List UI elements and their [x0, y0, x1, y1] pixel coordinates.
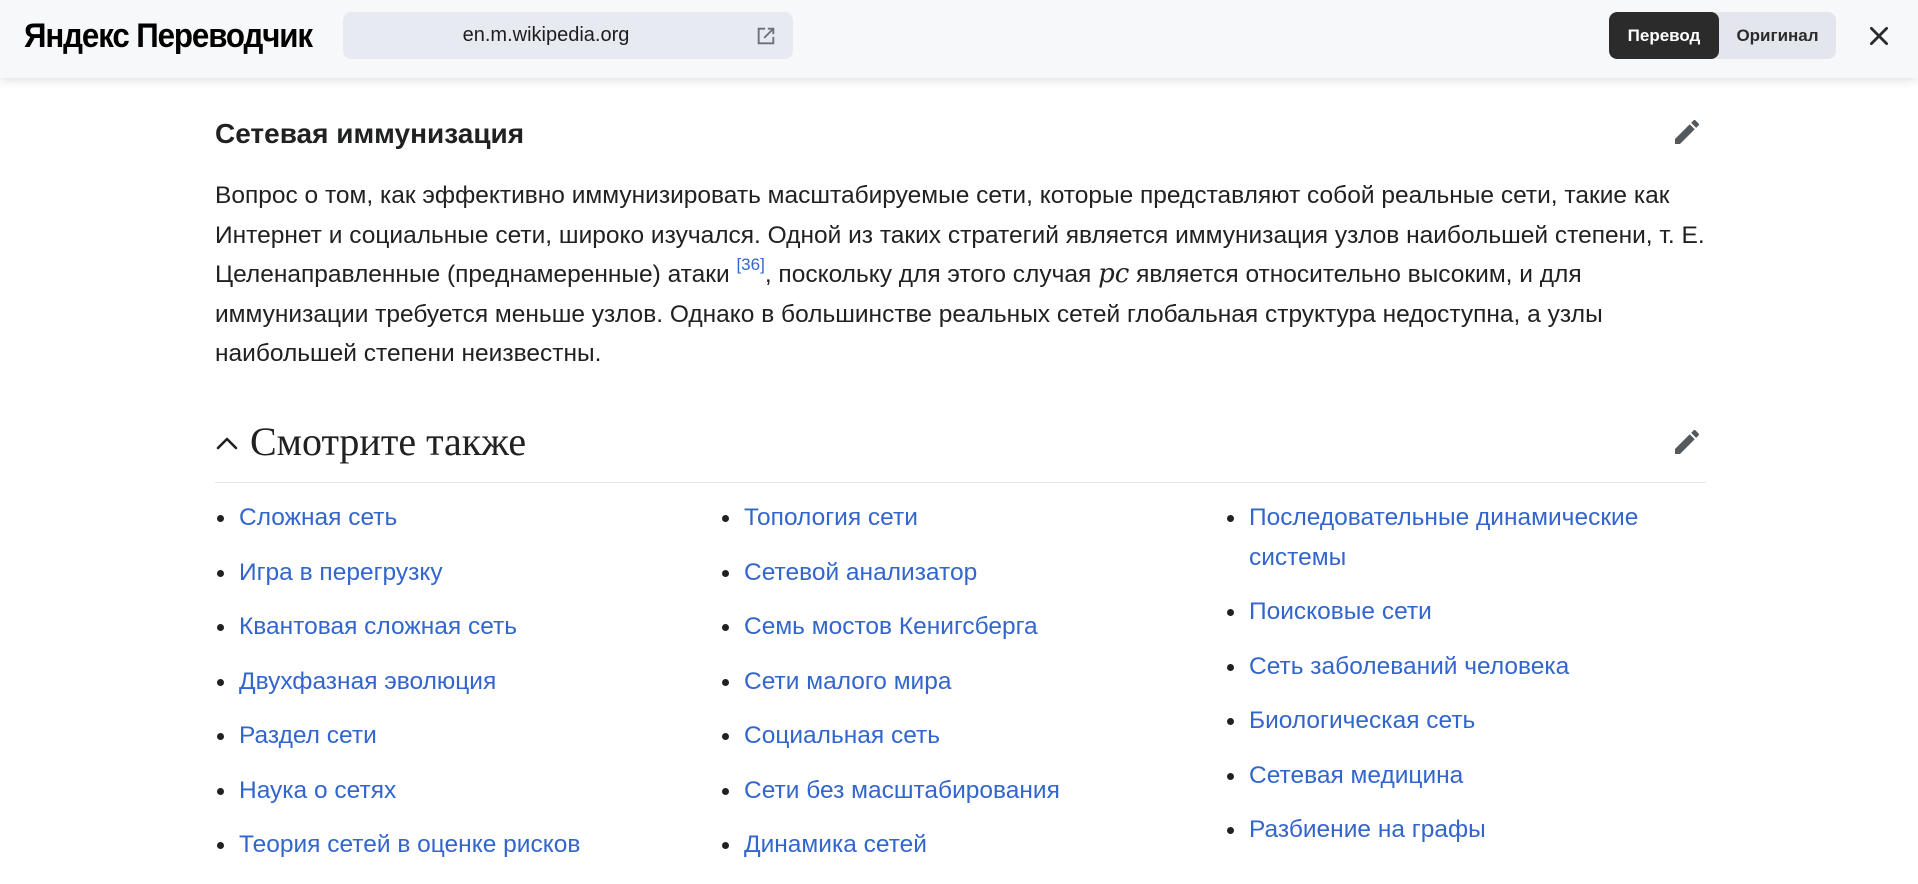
- link[interactable]: Социальная сеть: [744, 722, 940, 749]
- list-item[interactable]: [720, 825, 1200, 865]
- link[interactable]: Биологическая сеть: [1249, 707, 1476, 734]
- edit-pencil-icon[interactable]: [1671, 426, 1703, 458]
- link[interactable]: Сети малого мира: [744, 667, 952, 695]
- link[interactable]: Семь мостов Кенигсберга: [744, 613, 1038, 640]
- list-item[interactable]: [1225, 756, 1665, 796]
- list-item[interactable]: [215, 662, 695, 702]
- edit-pencil-icon[interactable]: [1671, 116, 1703, 148]
- list-item[interactable]: [215, 607, 695, 647]
- list-item[interactable]: [720, 553, 1200, 593]
- list-item[interactable]: [1225, 701, 1665, 741]
- link[interactable]: Раздел сети: [239, 722, 377, 749]
- list-item[interactable]: [215, 716, 695, 756]
- link[interactable]: Топология сети: [744, 504, 918, 531]
- list-item[interactable]: [215, 553, 695, 593]
- paragraph-text-2: , поскольку для этого случая: [764, 261, 1099, 288]
- list-item[interactable]: [215, 498, 695, 538]
- list-item[interactable]: [215, 825, 695, 865]
- url-text: en.m.wikipedia.org: [462, 24, 630, 46]
- link[interactable]: Сетевой анализатор: [744, 558, 978, 586]
- list-item[interactable]: [720, 771, 1200, 811]
- see-also-heading: Смотрите также: [250, 419, 527, 464]
- see-also-column-2: [720, 498, 1200, 880]
- chevron-up-icon[interactable]: [215, 431, 239, 455]
- link[interactable]: Наука о сетях: [239, 776, 397, 804]
- link[interactable]: Сети без масштабирования: [744, 776, 1060, 804]
- list-item[interactable]: [1225, 592, 1665, 632]
- url-field[interactable]: [343, 12, 793, 59]
- translator-toolbar: [0, 0, 1918, 78]
- immunization-paragraph: [215, 176, 1706, 374]
- paragraph-text-1: Вопрос о том, как эффективно иммунизировать масштабируемые сети, которые представляют собой реальные сети, такие как Интернет и социальные сети, широко изучался. Одной из таких стратегий является иммунизация узлов наибольшей степени, т. Е. Целенаправленные (преднамеренные) атаки: [215, 182, 1705, 288]
- link[interactable]: Квантовая сложная сеть: [239, 613, 518, 640]
- section-heading: Сетевая иммунизация: [215, 118, 525, 149]
- view-mode-toggle: [1609, 12, 1836, 59]
- link[interactable]: Теория сетей в оценке рисков: [239, 831, 581, 858]
- list-item[interactable]: [1225, 498, 1665, 577]
- link[interactable]: Сетевая медицина: [1249, 761, 1464, 789]
- math-pc: pc: [1098, 259, 1130, 289]
- translate-button[interactable]: Перевод: [1609, 12, 1719, 59]
- link[interactable]: Сеть заболеваний человека: [1249, 652, 1570, 680]
- paragraph-text-3: является относительно высоким, и для иммунизации требуется меньше узлов. Однако в большинстве реальных сетей глобальная структура недоступна, а узлы наибольшей степени неизвестны.: [215, 261, 1603, 367]
- link[interactable]: Двухфазная эволюция: [239, 667, 497, 695]
- list-item[interactable]: [720, 498, 1200, 538]
- see-also-column-1: [215, 498, 695, 880]
- list-item[interactable]: [1225, 647, 1665, 687]
- list-item[interactable]: [720, 662, 1200, 702]
- link[interactable]: Поисковые сети: [1249, 598, 1432, 625]
- list-item[interactable]: [720, 607, 1200, 647]
- link[interactable]: Разбиение на графы: [1249, 816, 1486, 843]
- link[interactable]: Последовательные динамические системы: [1249, 504, 1639, 571]
- list-item[interactable]: [720, 716, 1200, 756]
- brand-logo[interactable]: Яндекс Переводчик: [24, 17, 312, 55]
- see-also-column-3: [1225, 498, 1665, 865]
- list-item[interactable]: [215, 771, 695, 811]
- external-link-icon[interactable]: [755, 25, 777, 47]
- original-button[interactable]: Оригинал: [1736, 26, 1819, 45]
- link[interactable]: Сложная сеть: [239, 504, 398, 531]
- link[interactable]: Игра в перегрузку: [239, 558, 443, 586]
- link[interactable]: Динамика сетей: [744, 831, 927, 858]
- list-item[interactable]: [1225, 810, 1665, 850]
- reference-36-link[interactable]: [36]: [736, 255, 765, 274]
- see-also-header[interactable]: [215, 413, 1706, 483]
- close-icon[interactable]: [1866, 23, 1892, 49]
